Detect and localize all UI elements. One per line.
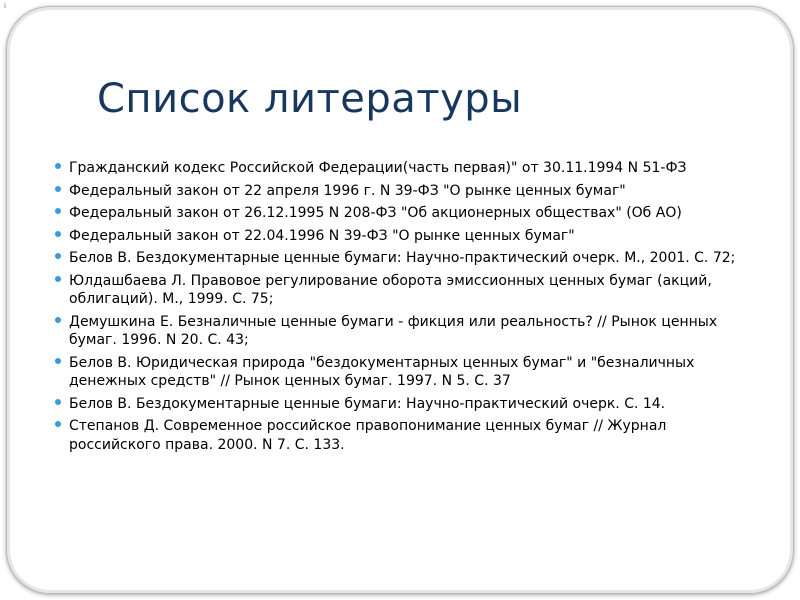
list-item <box>55 204 755 223</box>
bullet-icon <box>55 208 61 214</box>
list-item-text: Федеральный закон от 22.04.1996 N 39-ФЗ "О рынке ценных бумаг" <box>69 227 575 244</box>
bullet-icon <box>55 399 61 405</box>
list-item <box>55 272 755 309</box>
list-item-text: Белов В. Бездокументарные ценные бумаги: Научно-практический очерк. С. 14. <box>69 395 666 412</box>
list-item <box>55 354 755 391</box>
bullet-icon <box>55 317 61 323</box>
bullet-icon <box>55 276 61 282</box>
list-item <box>55 227 755 246</box>
list-item <box>55 417 755 454</box>
list-item-text: Федеральный закон от 26.12.1995 N 208-ФЗ "Об акционерных обществах" (Об АО) <box>69 205 682 221</box>
list-item-text: Юлдашбаева Л. Правовое регулирование оборота эмиссионных ценных бумаг (акций, облигаций). М., 1999. С. 75; <box>69 272 712 307</box>
list-item-text: Федеральный закон от 22 апреля 1996 г. N 39-ФЗ "О рынке ценных бумаг" <box>69 182 626 199</box>
list-item <box>55 249 755 268</box>
corner-mark: i <box>4 2 6 10</box>
list-item-text: Белов В. Юридическая природа "бездокументарных ценных бумаг" и "безналичных денежных средств" // Рынок ценных бумаг. 1997. N 5. С. 37 <box>69 354 695 389</box>
bullet-icon <box>55 163 61 169</box>
list-item-text: Белов В. Бездокументарные ценные бумаги: Научно-практический очерк. М., 2001. С. 72; <box>69 250 736 266</box>
bullet-icon <box>55 358 61 364</box>
bullet-icon <box>55 231 61 237</box>
list-item <box>55 313 755 350</box>
list-item <box>55 159 755 178</box>
bullet-icon <box>55 186 61 192</box>
bullet-icon <box>55 253 61 259</box>
list-item <box>55 182 755 201</box>
bullet-icon <box>55 421 61 427</box>
list-item-text: Гражданский кодекс Российской Федерации(часть первая)" от 30.11.1994 N 51-ФЗ <box>69 160 687 176</box>
list-item-text: Демушкина Е. Безналичные ценные бумаги - фикция или реальность? // Рынок ценных бумаг. 1996. N 20. С. 43; <box>69 313 718 348</box>
slide-title: Список литературы <box>97 76 523 122</box>
bibliography-list <box>55 159 755 458</box>
list-item-text: Степанов Д. Современное российское правопонимание ценных бумаг // Журнал российского права. 2000. N 7. С. 133. <box>69 418 667 453</box>
list-item <box>55 395 755 414</box>
slide-frame <box>6 6 794 594</box>
